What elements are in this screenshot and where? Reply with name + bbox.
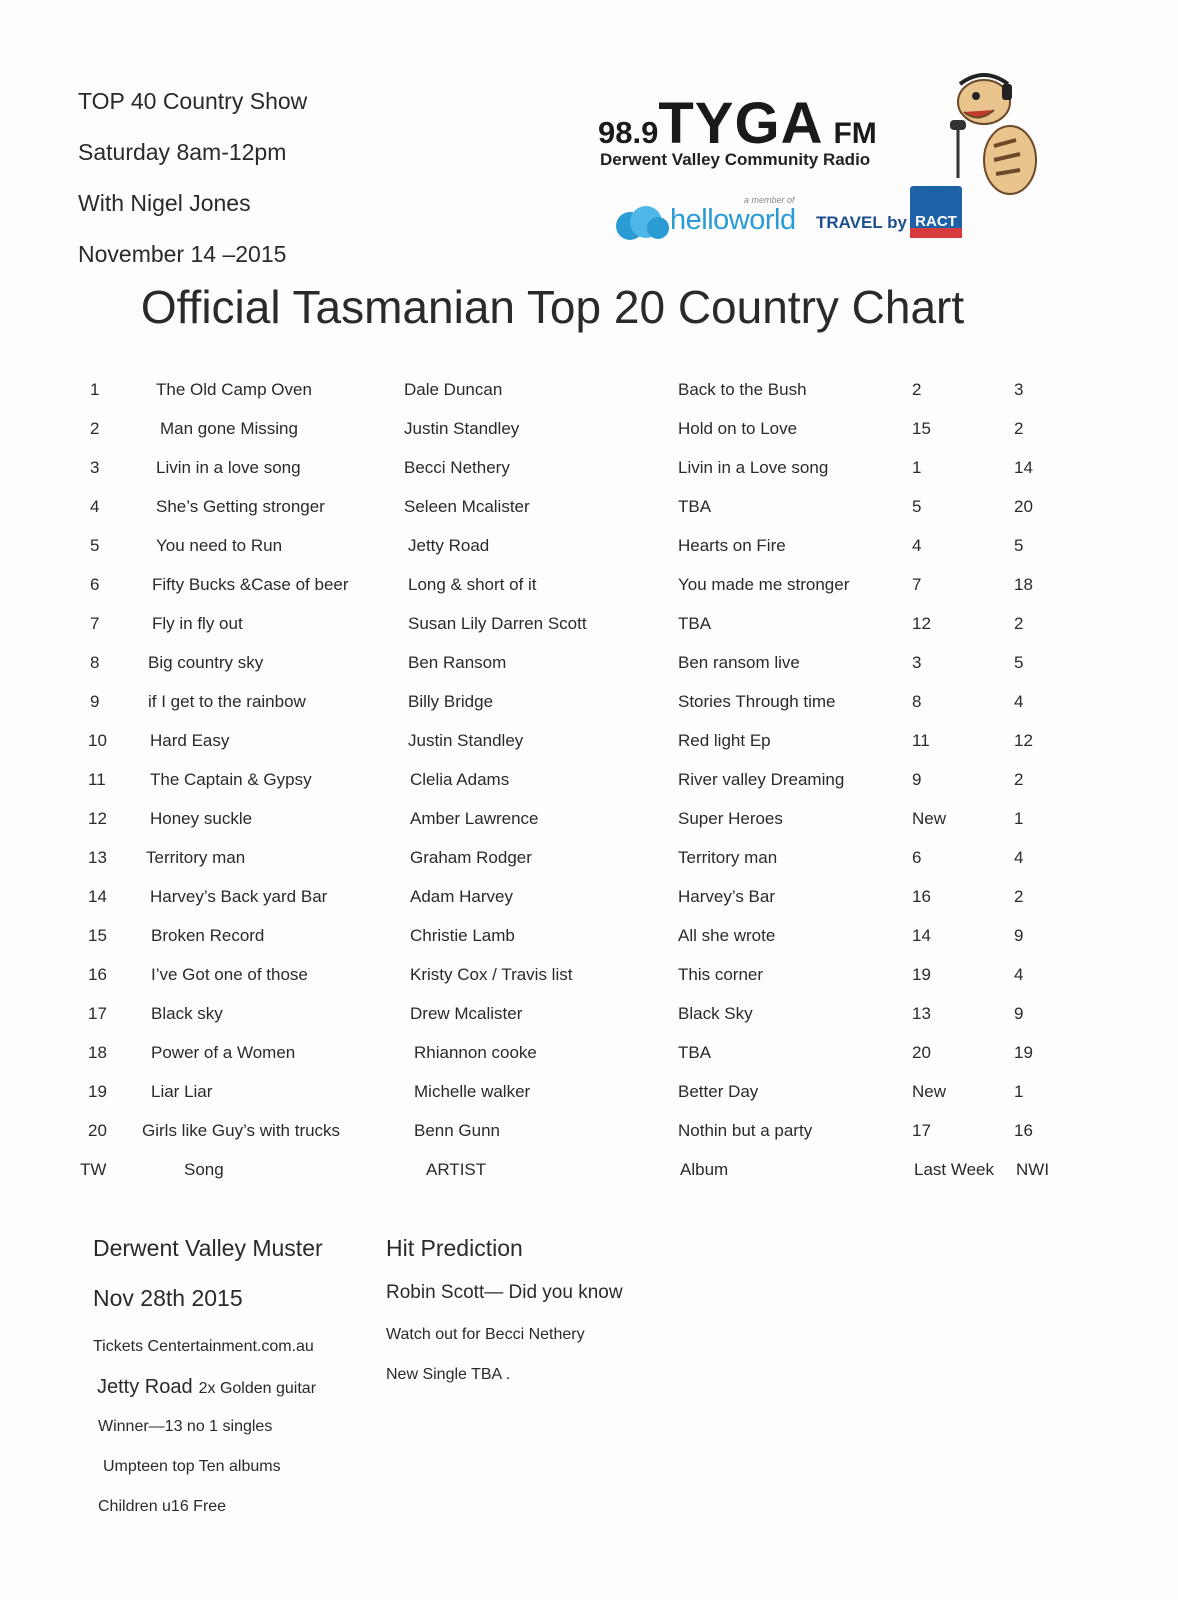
nwi-cell: 3 (1014, 380, 1024, 399)
station-tagline: Derwent Valley Community Radio (600, 150, 871, 169)
table-row (0, 809, 1178, 845)
nwi-cell: 5 (1014, 653, 1024, 672)
album-cell: Hearts on Fire (678, 536, 786, 555)
rank-cell: 6 (90, 575, 100, 594)
show-time: Saturday 8am-12pm (78, 139, 287, 165)
rank-cell: 15 (88, 926, 107, 945)
album-cell: Ben ransom live (678, 653, 800, 672)
album-cell: This corner (678, 965, 764, 984)
nwi-cell: 5 (1014, 536, 1024, 555)
nwi-cell: 16 (1014, 1121, 1033, 1140)
rank-cell: 18 (88, 1043, 107, 1062)
nwi-cell: 4 (1014, 848, 1024, 867)
song-cell: Honey suckle (150, 809, 253, 828)
album-cell: Red light Ep (678, 731, 771, 750)
table-row (0, 614, 1178, 650)
muster-albums: Umpteen top Ten albums (103, 1458, 281, 1475)
last-week-cell: 16 (912, 887, 931, 906)
member-of-text: a member of (744, 195, 795, 205)
header-last-week: Last Week (914, 1160, 995, 1179)
header-nwi: NWI (1016, 1160, 1050, 1179)
muster-info (93, 1232, 323, 1532)
helloworld-cloud-icon (612, 204, 670, 244)
rank-cell: 1 (90, 380, 100, 399)
artist-cell: Justin Standley (404, 419, 520, 438)
artist-cell: Graham Rodger (410, 848, 532, 867)
song-cell: Fifty Bucks &Case of beer (152, 575, 349, 594)
nwi-cell: 9 (1014, 926, 1024, 945)
prediction-single: New Single TBA . (386, 1366, 511, 1383)
muster-title: Derwent Valley Muster (93, 1235, 323, 1261)
last-week-cell: 7 (912, 575, 922, 594)
song-cell: Liar Liar (151, 1082, 213, 1101)
muster-award: 2x Golden guitar (198, 1380, 317, 1397)
rank-cell: 8 (90, 653, 100, 672)
rank-cell: 20 (88, 1121, 107, 1140)
last-week-cell: 9 (912, 770, 922, 789)
tiger-mascot-icon (938, 68, 1048, 198)
rank-cell: 10 (88, 731, 107, 750)
rank-cell: 17 (88, 1004, 107, 1023)
table-row (0, 848, 1178, 884)
table-row (0, 1121, 1178, 1157)
nwi-cell: 20 (1014, 497, 1033, 516)
song-cell: Livin in a love song (156, 458, 301, 477)
last-week-cell: New (912, 1082, 947, 1101)
header-album: Album (680, 1160, 729, 1179)
artist-cell: Susan Lily Darren Scott (408, 614, 587, 633)
last-week-cell: 3 (912, 653, 922, 672)
artist-cell: Amber Lawrence (410, 809, 539, 828)
muster-date: Nov 28th 2015 (93, 1285, 243, 1311)
last-week-cell: 2 (912, 380, 922, 399)
last-week-cell: 14 (912, 926, 931, 945)
table-row (0, 458, 1178, 494)
song-cell: You need to Run (156, 536, 283, 555)
prediction-pick: Robin Scott— Did you know (386, 1282, 623, 1303)
show-info (78, 84, 307, 288)
artist-cell: Christie Lamb (410, 926, 515, 945)
last-week-cell: New (912, 809, 947, 828)
album-cell: Super Heroes (678, 809, 783, 828)
rank-cell: 11 (88, 770, 106, 789)
station-frequency: 98.9 (598, 115, 659, 150)
header-song: Song (184, 1160, 224, 1179)
song-cell: She’s Getting stronger (156, 497, 325, 516)
rank-cell: 5 (90, 536, 100, 555)
nwi-cell: 18 (1014, 575, 1033, 594)
station-logo (598, 68, 1068, 253)
artist-cell: Long & short of it (408, 575, 537, 594)
song-cell: Harvey’s Back yard Bar (150, 887, 328, 906)
nwi-cell: 9 (1014, 1004, 1024, 1023)
artist-cell: Dale Duncan (404, 380, 503, 399)
muster-children: Children u16 Free (98, 1498, 227, 1515)
album-cell: All she wrote (678, 926, 776, 945)
album-cell: TBA (678, 614, 712, 633)
muster-winner: Winner—13 no 1 singles (98, 1418, 273, 1435)
station-callsign: TYGA (658, 91, 824, 156)
song-cell: Fly in fly out (152, 614, 243, 633)
table-row (0, 965, 1178, 1001)
station-band: FM (833, 117, 877, 150)
album-cell: Livin in a Love song (678, 458, 829, 477)
table-row (0, 1004, 1178, 1040)
table-row (0, 770, 1178, 806)
artist-cell: Clelia Adams (410, 770, 510, 789)
album-cell: Nothin but a party (678, 1121, 813, 1140)
header-tw: TW (80, 1160, 107, 1179)
album-cell: Stories Through time (678, 692, 836, 711)
last-week-cell: 19 (912, 965, 931, 984)
table-row (0, 575, 1178, 611)
station-name (598, 90, 877, 157)
album-cell: Back to the Bush (678, 380, 807, 399)
rank-cell: 7 (90, 614, 100, 633)
last-week-cell: 8 (912, 692, 922, 711)
song-cell: Power of a Women (151, 1043, 296, 1062)
travel-by-text: TRAVEL by (816, 213, 907, 232)
column-header-row (0, 1160, 1178, 1196)
rank-cell: 9 (90, 692, 100, 711)
ract-logo-text: RACT (915, 213, 957, 230)
prediction-title: Hit Prediction (386, 1235, 523, 1261)
rank-cell: 19 (88, 1082, 107, 1101)
last-week-cell: 1 (912, 458, 922, 477)
song-cell: Hard Easy (150, 731, 230, 750)
chart-title: Official Tasmanian Top 20 Country Chart (140, 281, 965, 333)
album-cell: Territory man (678, 848, 778, 867)
rank-cell: 12 (88, 809, 107, 828)
song-cell: I’ve Got one of those (151, 965, 308, 984)
artist-cell: Seleen Mcalister (404, 497, 530, 516)
last-week-cell: 4 (912, 536, 922, 555)
album-cell: Black Sky (678, 1004, 753, 1023)
table-row (0, 380, 1178, 416)
helloworld-logo: helloworld (670, 204, 796, 236)
album-cell: You made me stronger (678, 575, 850, 594)
muster-headliner (93, 1372, 323, 1412)
table-row (0, 1043, 1178, 1079)
nwi-cell: 1 (1014, 809, 1024, 828)
table-row (0, 536, 1178, 572)
nwi-cell: 12 (1014, 731, 1033, 750)
artist-cell: Billy Bridge (408, 692, 494, 711)
artist-cell: Justin Standley (408, 731, 524, 750)
artist-cell: Drew Mcalister (410, 1004, 523, 1023)
song-cell: Girls like Guy’s with trucks (142, 1121, 341, 1140)
song-cell: Territory man (146, 848, 246, 867)
last-week-cell: 11 (912, 731, 930, 750)
nwi-cell: 2 (1014, 614, 1024, 633)
rank-cell: 14 (88, 887, 107, 906)
album-cell: River valley Dreaming (678, 770, 845, 789)
nwi-cell: 4 (1014, 692, 1024, 711)
rank-cell: 13 (88, 848, 107, 867)
artist-cell: Benn Gunn (414, 1121, 501, 1140)
artist-cell: Ben Ransom (408, 653, 507, 672)
nwi-cell: 1 (1014, 1082, 1024, 1101)
nwi-cell: 2 (1014, 770, 1024, 789)
table-row (0, 1082, 1178, 1118)
nwi-cell: 14 (1014, 458, 1033, 477)
artist-cell: Michelle walker (414, 1082, 531, 1101)
table-row (0, 926, 1178, 962)
table-row (0, 731, 1178, 767)
last-week-cell: 15 (912, 419, 931, 438)
nwi-cell: 2 (1014, 887, 1024, 906)
table-row (0, 692, 1178, 728)
artist-cell: Becci Nethery (404, 458, 510, 477)
artist-cell: Kristy Cox / Travis list (410, 965, 573, 984)
table-row (0, 653, 1178, 689)
header-artist: ARTIST (426, 1160, 487, 1179)
artist-cell: Jetty Road (408, 536, 490, 555)
artist-cell: Rhiannon cooke (414, 1043, 537, 1062)
nwi-cell: 19 (1014, 1043, 1033, 1062)
song-cell: Man gone Missing (160, 419, 298, 438)
prediction-watch: Watch out for Becci Nethery (386, 1326, 585, 1343)
table-row (0, 419, 1178, 455)
muster-headliner-name: Jetty Road (97, 1376, 193, 1398)
artist-cell: Adam Harvey (410, 887, 513, 906)
hit-prediction (386, 1232, 623, 1400)
rank-cell: 2 (90, 419, 100, 438)
nwi-cell: 4 (1014, 965, 1024, 984)
album-cell: Better Day (678, 1082, 759, 1101)
show-title: TOP 40 Country Show (78, 88, 308, 114)
muster-tickets: Tickets Centertainment.com.au (93, 1338, 314, 1355)
album-cell: Harvey’s Bar (678, 887, 775, 906)
album-cell: Hold on to Love (678, 419, 798, 438)
last-week-cell: 13 (912, 1004, 931, 1023)
song-cell: Big country sky (148, 653, 264, 672)
song-cell: if I get to the rainbow (148, 692, 306, 711)
last-week-cell: 20 (912, 1043, 931, 1062)
album-cell: TBA (678, 1043, 712, 1062)
last-week-cell: 6 (912, 848, 922, 867)
table-row (0, 497, 1178, 533)
show-date: November 14 –2015 (78, 241, 287, 267)
rank-cell: 16 (88, 965, 107, 984)
song-cell: Broken Record (151, 926, 265, 945)
album-cell: TBA (678, 497, 712, 516)
rank-cell: 4 (90, 497, 100, 516)
song-cell: The Old Camp Oven (156, 380, 312, 399)
last-week-cell: 12 (912, 614, 931, 633)
nwi-cell: 2 (1014, 419, 1024, 438)
song-cell: Black sky (151, 1004, 223, 1023)
show-host: With Nigel Jones (78, 190, 251, 216)
last-week-cell: 5 (912, 497, 922, 516)
song-cell: The Captain & Gypsy (150, 770, 312, 789)
rank-cell: 3 (90, 458, 100, 477)
table-row (0, 887, 1178, 923)
last-week-cell: 17 (912, 1121, 931, 1140)
